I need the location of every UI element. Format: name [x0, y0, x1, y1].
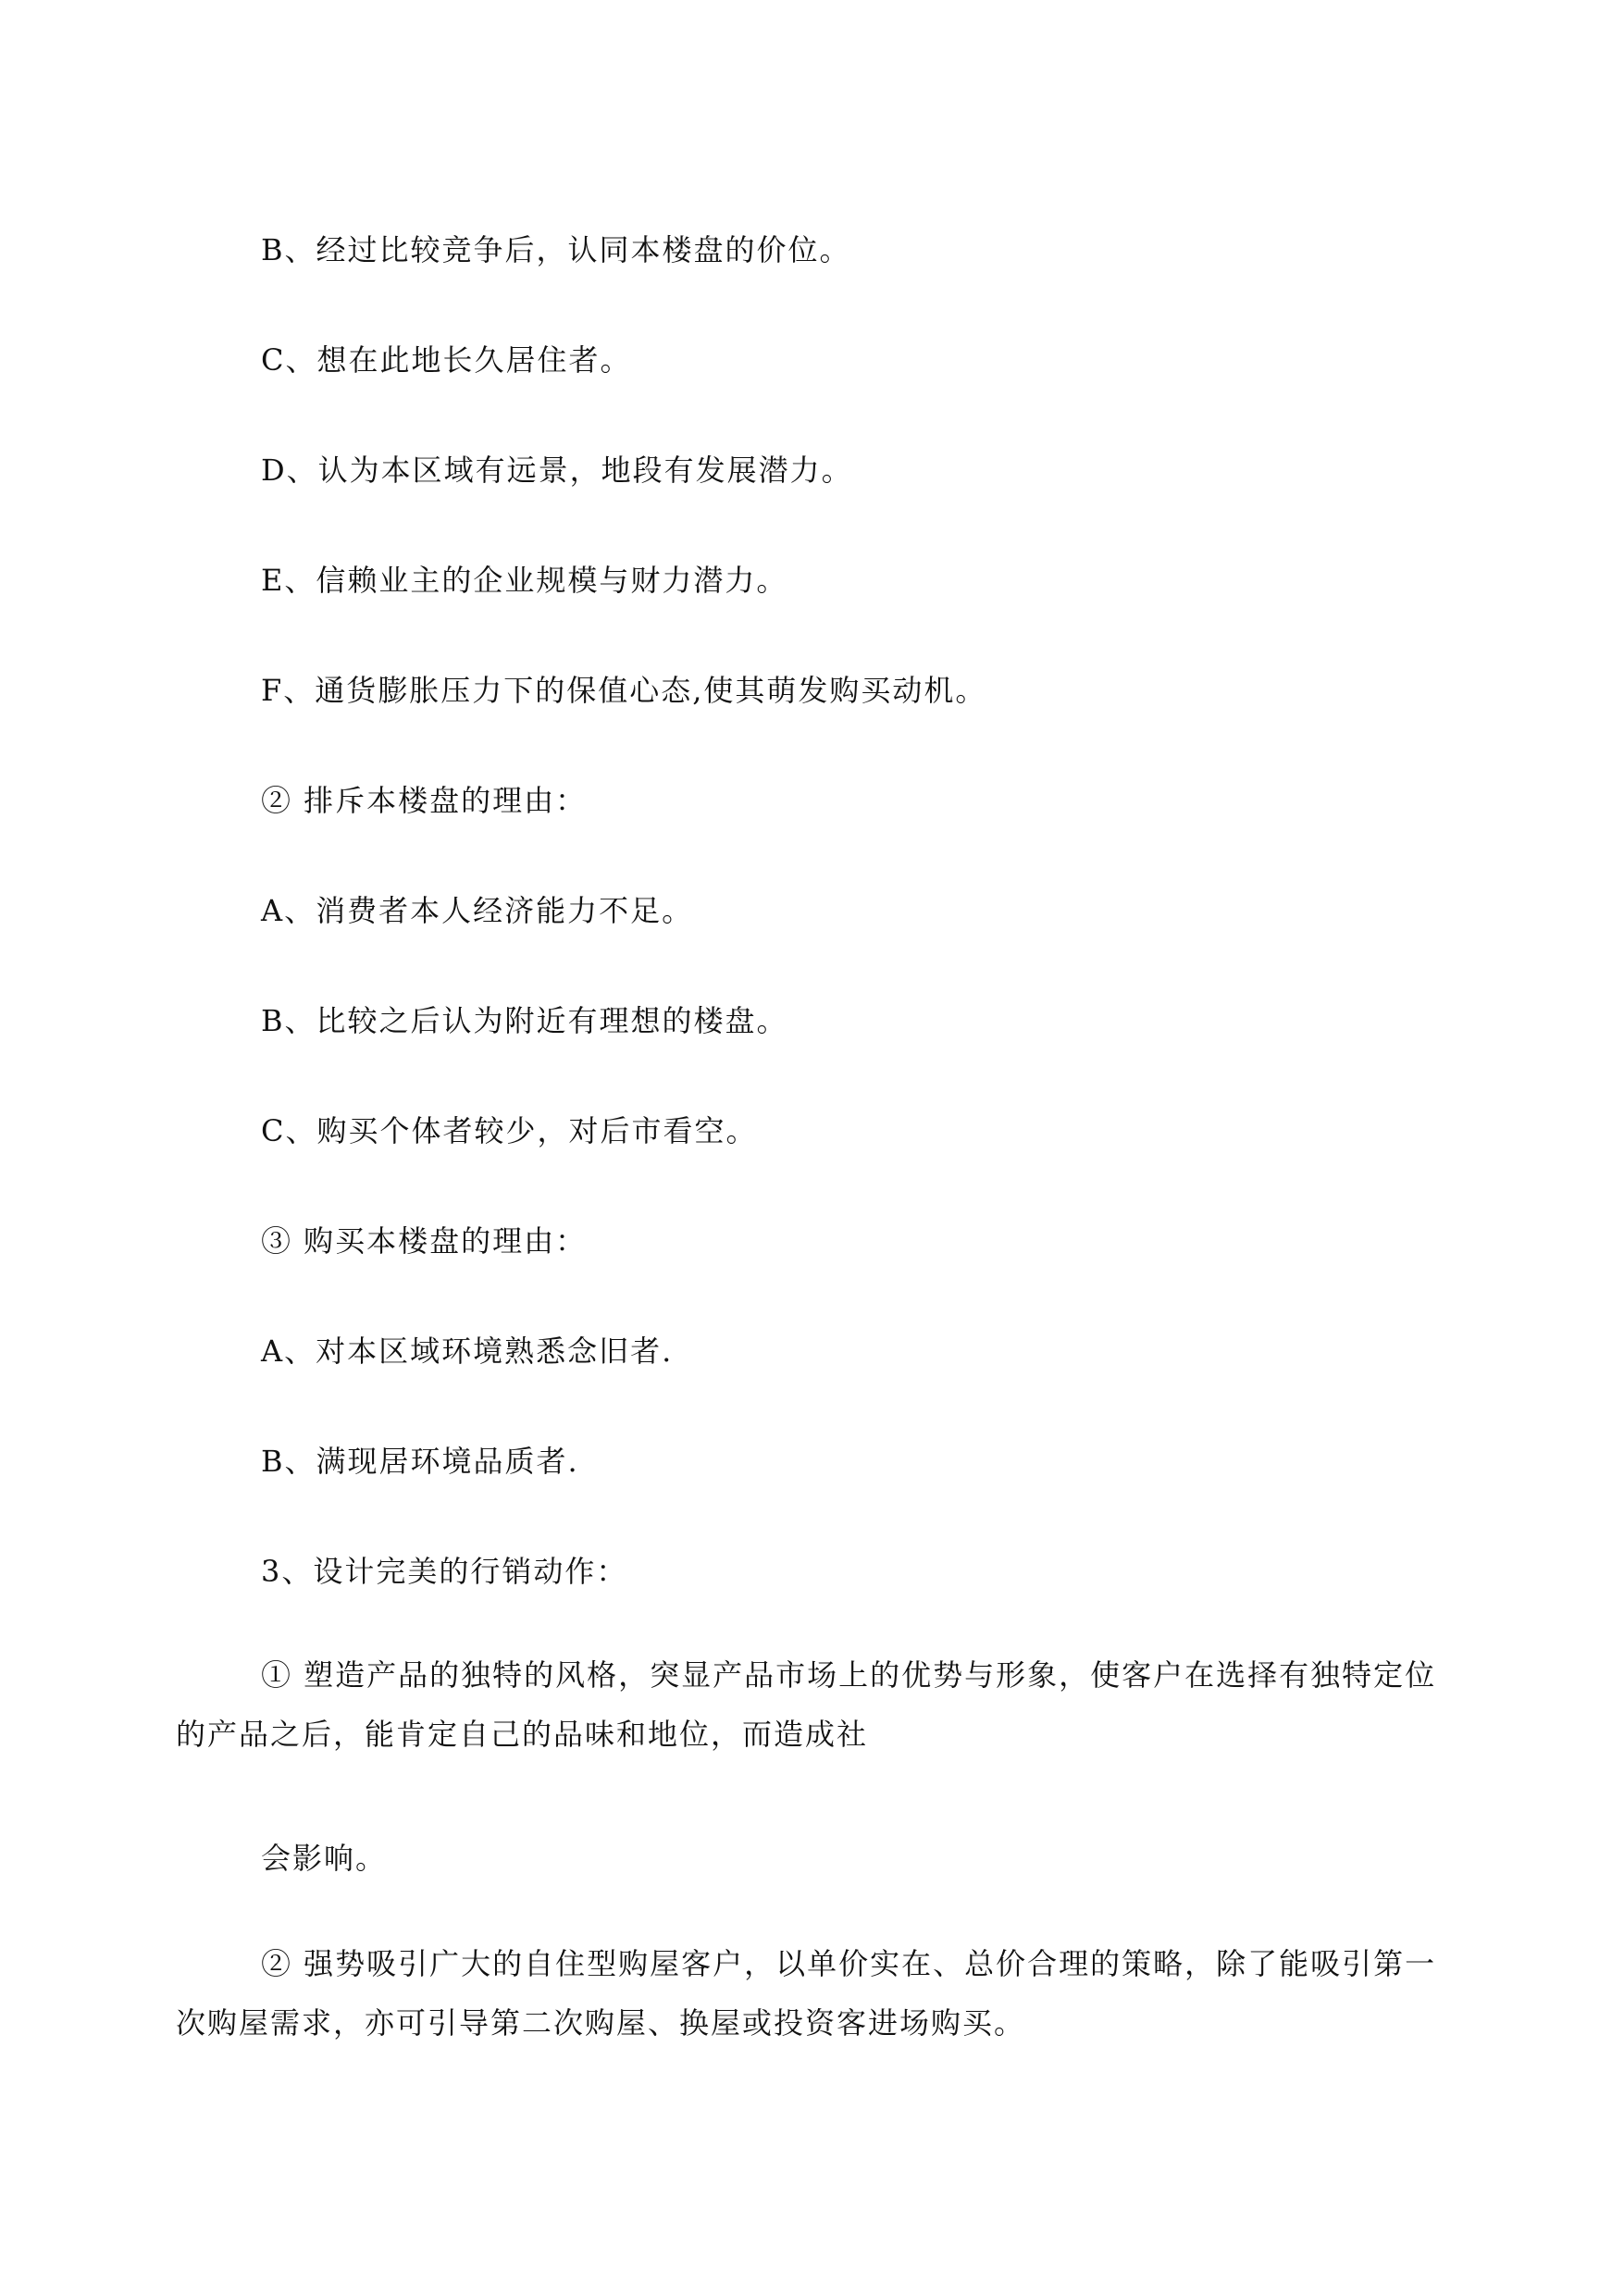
text-line: 3、设计完美的行销动作：: [261, 1554, 628, 1589]
text-line: E、信赖业主的企业规模与财力潜力。: [261, 563, 788, 598]
text-line: ② 排斥本楼盘的理由：: [261, 783, 588, 818]
text-line: C、想在此地长久居住者。: [261, 342, 632, 378]
paragraph: ① 塑造产品的独特的风格，突显产品市场上的优势与形象，使客户在选择有独特定位的产品之后，能肯定自己的品味和地位，而造成社: [176, 1657, 1437, 1752]
text-line: C、购买个体者较少，对后市看空。: [261, 1113, 758, 1148]
text-line: ③ 购买本楼盘的理由：: [261, 1223, 588, 1259]
text-line: D、认为本区域有远景，地段有发展潜力。: [261, 453, 853, 488]
text-line: F、通货膨胀压力下的保值心态,使其萌发购买动机。: [261, 673, 987, 708]
text-line: A、对本区域环境熟悉念旧者.: [261, 1334, 674, 1369]
text-line: B、比较之后认为附近有理想的楼盘。: [261, 1003, 788, 1038]
text-line: 会影响。: [261, 1841, 388, 1876]
text-line: B、满现居环境品质者.: [261, 1444, 579, 1479]
paragraph: ② 强势吸引广大的自住型购屋客户，以单价实在、总价合理的策略，除了能吸引第一次购屋需求，亦可引导第二次购屋、换屋或投资客进场购买。: [176, 1946, 1437, 2041]
text-line: A、消费者本人经济能力不足。: [261, 893, 694, 928]
text-line: B、经过比较竞争后，认同本楼盘的价位。: [261, 232, 851, 267]
